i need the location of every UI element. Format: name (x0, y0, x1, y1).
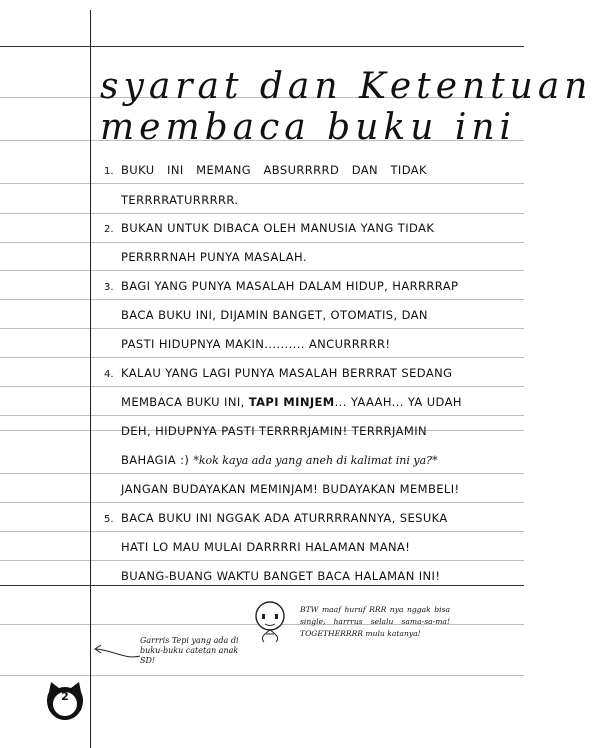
top-rule-line (0, 46, 524, 47)
rule-text: MEMBACA BUKU INI, (121, 395, 245, 409)
page-number: 2 (61, 690, 69, 703)
ruled-line (0, 299, 524, 300)
ruled-line (0, 531, 524, 532)
rule-line (121, 453, 438, 467)
bottom-rule-line (0, 585, 524, 586)
ruled-line (0, 560, 524, 561)
ruled-line (0, 675, 524, 676)
rule-line: TERRRRATURRRRR. (121, 193, 239, 207)
rule-line: DEH, HIDUPNYA PASTI TERRRRJAMIN! TERRRJAMIN (121, 424, 427, 438)
page-title-line2: membaca buku ini (100, 107, 517, 148)
margin-line (90, 10, 91, 748)
smiley-doodle-icon (252, 598, 288, 646)
ruled-line (0, 502, 524, 503)
ruled-line (0, 183, 524, 184)
arrow-icon (92, 640, 142, 664)
footnote: BTW maaf huruf RRR nya nggak bisa single, harrrus selalu sama-sa-ma! TOGETHERRRR mulu katanya! (300, 605, 450, 638)
rule-text: BAHAGIA :) (121, 453, 190, 467)
rule-aside-note: *kok kaya ada yang aneh di kalimat ini ya?* (193, 454, 438, 467)
rule-line: BUKAN UNTUK DIBACA OLEH MANUSIA YANG TIDAK (121, 221, 435, 235)
rule-line: JANGAN BUDAYAKAN MEMINJAM! BUDAYAKAN MEMBELI! (121, 482, 460, 496)
rule-line: BACA BUKU INI NGGAK ADA ATURRRRANNYA, SESUKA (121, 511, 448, 525)
rule-line (121, 395, 462, 409)
rule-line: PASTI HIDUPNYA MAKIN.......... ANCURRRRR! (121, 337, 391, 351)
margin-note: Garrris Tepi yang ada di buku-buku catetan anak SD! (140, 636, 239, 665)
ruled-line (0, 357, 524, 358)
rule-number: 3. (104, 282, 114, 293)
page-title-line1: syarat dan Ketentuan (100, 66, 592, 107)
rule-emphasis: TAPI MINJEM (248, 395, 335, 409)
ruled-line (0, 386, 524, 387)
rule-line: BUANG-BUANG WAKTU BANGET BACA HALAMAN INI! (121, 569, 441, 583)
rule-line: BUKU INI MEMANG ABSURRRRD DAN TIDAK (121, 163, 427, 177)
rule-line: HATI LO MAU MULAI DARRRRI HALAMAN MANA! (121, 540, 411, 554)
rule-text: ... YAAAH... YA UDAH (334, 395, 462, 409)
rule-line: KALAU YANG LAGI PUNYA MASALAH BERRRAT SEDANG (121, 366, 453, 380)
ruled-line (0, 328, 524, 329)
ruled-line (0, 415, 524, 416)
rule-number: 2. (104, 224, 114, 235)
ruled-line (0, 473, 524, 474)
ruled-line (0, 242, 524, 243)
rule-line: BAGI YANG PUNYA MASALAH DALAM HIDUP, HARRRRAP (121, 279, 459, 293)
rule-number: 4. (104, 369, 114, 380)
rule-line: PERRRRNAH PUNYA MASALAH. (121, 250, 307, 264)
rule-line: BACA BUKU INI, DIJAMIN BANGET, OTOMATIS, DAN (121, 308, 428, 322)
ruled-line (0, 270, 524, 271)
rule-number: 5. (104, 514, 114, 525)
rule-number: 1. (104, 166, 114, 177)
ruled-line (0, 213, 524, 214)
